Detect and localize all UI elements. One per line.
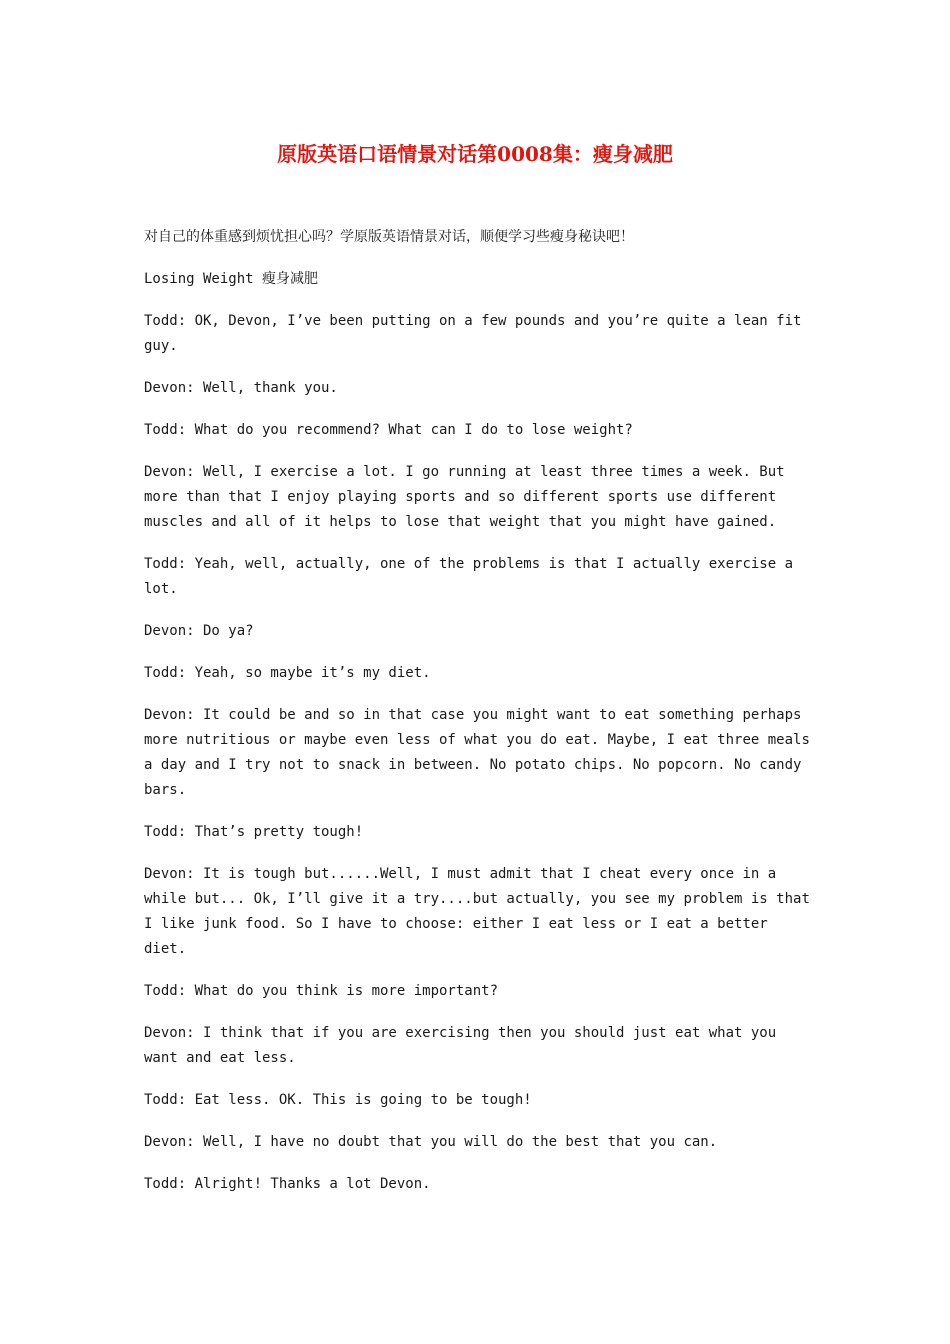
dialogue-line: Todd: That’s pretty tough! xyxy=(144,824,364,840)
lesson-subtitle: Losing Weight 瘦身减肥 xyxy=(144,271,319,287)
dialogue-line: Devon: Well, I exercise a lot. I go running at least three times a week. But more than that I enjoy playing sports and so different sports use different muscles and all of it helps to lose that weight that you might have gained. xyxy=(144,464,785,530)
dialogue-line: Todd: What do you think is more important? xyxy=(144,983,499,999)
dialogue-line: Devon: It is tough but......Well, I must admit that I cheat every once in a while but... Ok, I’ll give it a try....but actually, you see my problem is that I like junk food. So I have to choose: either I eat less or I eat a better diet. xyxy=(144,866,810,957)
dialogue-line: Todd: Alright! Thanks a lot Devon. xyxy=(144,1176,431,1192)
dialogue-line: Devon: It could be and so in that case you might want to eat something perhaps more nutritious or maybe even less of what you do eat. Maybe, I eat three meals a day and I try not to snack in between. No potato chips. No popcorn. No candy bars. xyxy=(144,707,810,798)
document-title: 原版英语口语情景对话第0008集：瘦身减肥 xyxy=(277,142,673,166)
dialogue-line: Todd: What do you recommend? What can I do to lose weight? xyxy=(144,422,633,438)
dialogue-line: Devon: I think that if you are exercising then you should just eat what you want and eat less. xyxy=(144,1025,777,1066)
dialogue-line: Devon: Do ya? xyxy=(144,623,254,639)
dialogue-line: Todd: Eat less. OK. This is going to be tough! xyxy=(144,1092,532,1108)
dialogue-line: Devon: Well, thank you. xyxy=(144,380,338,396)
dialogue-line: Todd: OK, Devon, I’ve been putting on a few pounds and you’re quite a lean fit guy. xyxy=(144,313,802,354)
intro-paragraph: 对自己的体重感到烦忧担心吗？学原版英语情景对话，顺便学习些瘦身秘诀吧！ xyxy=(144,229,634,245)
document-body xyxy=(144,225,814,1214)
dialogue-line: Todd: Yeah, well, actually, one of the problems is that I actually exercise a lot. xyxy=(144,556,794,597)
dialogue-line: Todd: Yeah, so maybe it’s my diet. xyxy=(144,665,431,681)
dialogue-line: Devon: Well, I have no doubt that you will do the best that you can. xyxy=(144,1134,718,1150)
